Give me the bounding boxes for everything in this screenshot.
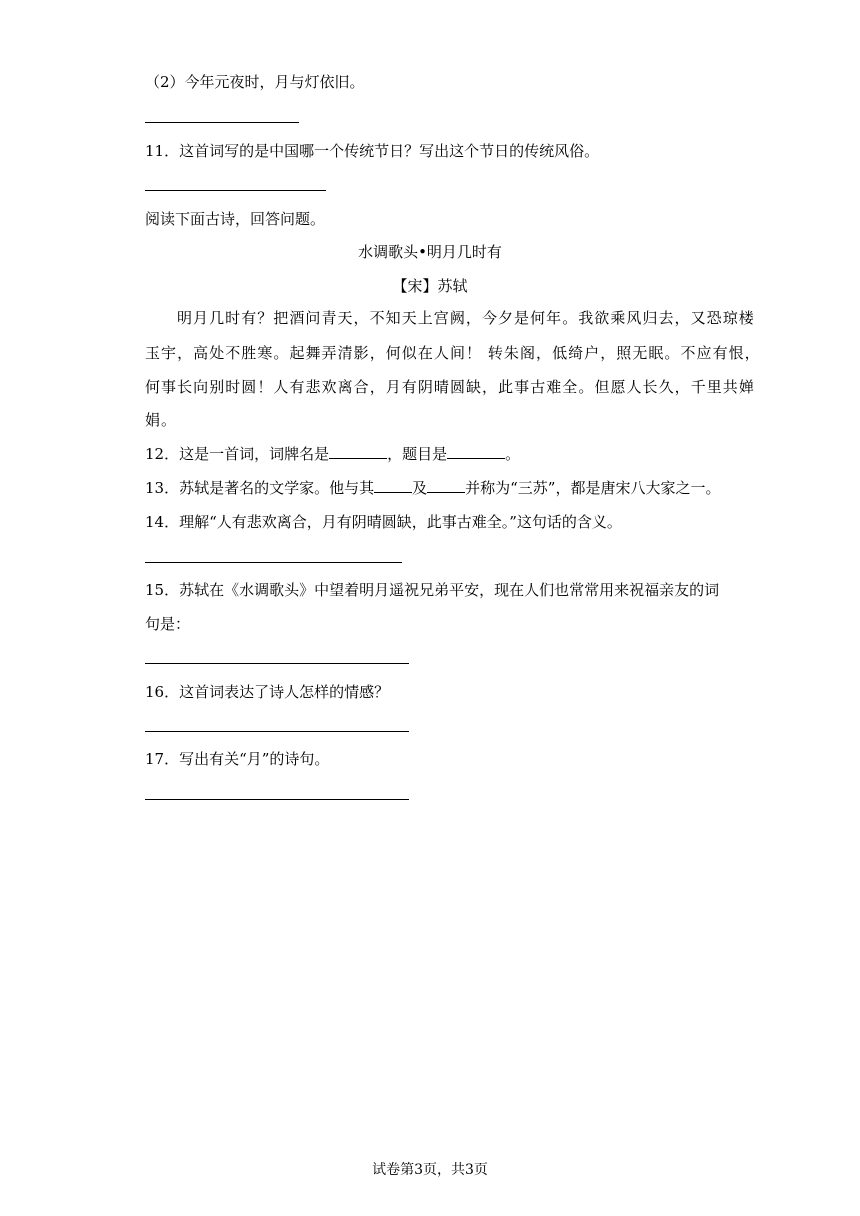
question-15-line-2: 句是： [145, 615, 191, 633]
poem-line-4: 娟。 [145, 411, 178, 429]
reading-instruction: 阅读下面古诗，回答问题。 [145, 210, 326, 228]
question-10-part-2: （2）今年元夜时，月与灯依旧。 [145, 73, 365, 91]
question-17: 17．写出有关“月”的诗句。 [145, 750, 330, 768]
question-16: 16．这首词表达了诗人怎样的情感？ [145, 683, 390, 701]
question-13 [145, 478, 720, 498]
blank-title[interactable] [447, 444, 505, 459]
question-11: 11．这首词写的是中国哪一个传统节日？写出这个节日的传统风俗。 [145, 142, 600, 160]
question-13-text-2: 及 [412, 479, 428, 497]
question-15-line-1: 15．苏轼在《水调歌头》中望着明月遥祝兄弟平安，现在人们也常常用来祝福亲友的词 [145, 581, 720, 599]
answer-line-11 [145, 190, 326, 191]
poem-line-2: 玉宇，高处不胜寒。起舞弄清影，何似在人间！ 转朱阁，低绮户，照无眠。不应有恨， [145, 344, 761, 362]
poem-line-1: 明月几时有？把酒问青天，不知天上宫阙，今夕是何年。我欲乘风归去，又恐琼楼 [177, 309, 755, 327]
answer-line-16 [145, 731, 409, 732]
answer-line-17 [145, 799, 409, 800]
blank-relative-1[interactable] [374, 478, 412, 493]
question-13-text-3: 并称为“三苏”，都是唐宋八大家之一。 [465, 479, 721, 497]
question-12-text-1: 12．这是一首词，词牌名是 [145, 445, 330, 463]
poem-line-3: 何事长向别时圆！人有悲欢离合，月有阴晴圆缺，此事古难全。但愿人长久，千里共婵 [145, 378, 755, 396]
answer-line-15 [145, 663, 409, 664]
poem-author: 【宋】苏轼 [392, 277, 468, 295]
question-12-text-2: ，题目是 [387, 445, 448, 463]
answer-line-10-2 [145, 122, 299, 123]
page-footer: 试卷第3页，共3页 [372, 1162, 488, 1178]
question-12 [145, 444, 720, 464]
poem-title: 水调歌头•明月几时有 [358, 243, 502, 261]
blank-relative-2[interactable] [427, 478, 465, 493]
question-14: 14．理解“人有悲欢离合，月有阴晴圆缺，此事古难全。”这句话的含义。 [145, 513, 622, 531]
question-13-text-1: 13．苏轼是著名的文学家。他与其 [145, 479, 375, 497]
answer-line-14 [145, 562, 402, 563]
blank-cipai[interactable] [329, 444, 387, 459]
question-12-text-3: 。 [505, 445, 521, 463]
